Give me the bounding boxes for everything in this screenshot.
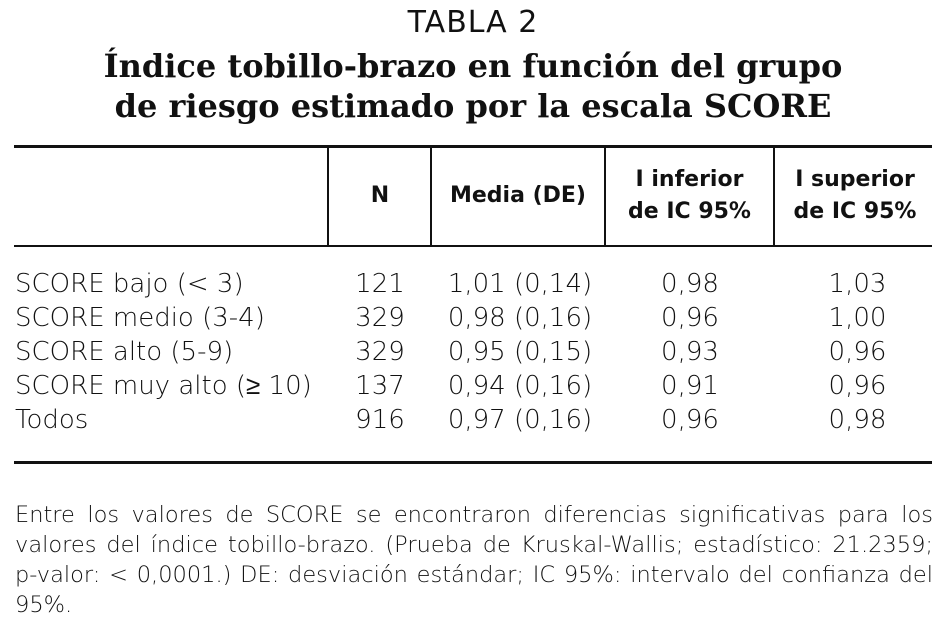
row-superior: 0,96 <box>828 337 887 367</box>
row-n: 329 <box>355 337 405 367</box>
row-inferior: 0,96 <box>661 405 719 435</box>
header-superior <box>775 147 935 245</box>
table-footnote: Entre los valores de SCORE se encontraron diferencias significativas para los valores del índice tobillo-brazo. (Prueba de Kruskal-Wallis; estadístico: 21.2359; p-valor: < 0,0001.) DE: desviación estándar; IC 95%: intervalo del confianza del 95%. <box>15 502 933 618</box>
table-row <box>0 403 946 437</box>
table-label: TABLA 2 <box>407 5 539 40</box>
row-label: Todos <box>15 405 89 435</box>
table-row <box>0 301 946 335</box>
table-row <box>0 267 946 301</box>
row-media: 0,95 (0,15) <box>447 337 593 367</box>
table-bottom-rule <box>14 461 932 464</box>
table-title <box>0 46 946 126</box>
table-row <box>0 369 946 403</box>
row-label: SCORE bajo (< 3) <box>15 269 244 299</box>
table-row <box>0 335 946 369</box>
table-title-line-1: Índice tobillo-brazo en función del grupo <box>103 47 843 85</box>
row-media: 0,97 (0,16) <box>447 405 593 435</box>
header-n <box>330 147 430 245</box>
row-inferior: 0,96 <box>661 303 719 333</box>
header-superior-line-1: I superior <box>795 167 915 192</box>
row-label: SCORE muy alto (≥ 10) <box>15 371 312 401</box>
row-superior: 0,98 <box>828 405 887 435</box>
header-inferior <box>606 147 773 245</box>
row-superior: 1,03 <box>828 269 887 299</box>
table-body <box>0 267 946 437</box>
header-inferior-line-2: de IC 95% <box>628 199 751 224</box>
row-inferior: 0,91 <box>661 371 719 401</box>
row-n: 329 <box>355 303 405 333</box>
row-superior: 1,00 <box>828 303 887 333</box>
row-media: 0,98 (0,16) <box>447 303 593 333</box>
row-media: 0,94 (0,16) <box>447 371 593 401</box>
header-media <box>432 147 604 245</box>
row-inferior: 0,98 <box>661 269 719 299</box>
header-rule <box>14 245 932 247</box>
header-n-label: N <box>370 183 390 208</box>
row-n: 121 <box>355 269 405 299</box>
table-title-line-2: de riesgo estimado por la escala SCORE <box>114 87 832 125</box>
header-superior-line-2: de IC 95% <box>793 199 917 224</box>
row-label: SCORE alto (5-9) <box>15 337 234 367</box>
header-media-label: Media (DE) <box>449 183 586 208</box>
column-divider <box>327 147 329 246</box>
row-n: 137 <box>355 371 405 401</box>
row-media: 1,01 (0,14) <box>447 269 593 299</box>
row-inferior: 0,93 <box>661 337 719 367</box>
row-label: SCORE medio (3-4) <box>15 303 265 333</box>
header-inferior-line-1: I inferior <box>635 167 744 192</box>
row-n: 916 <box>355 405 405 435</box>
row-superior: 0,96 <box>828 371 887 401</box>
